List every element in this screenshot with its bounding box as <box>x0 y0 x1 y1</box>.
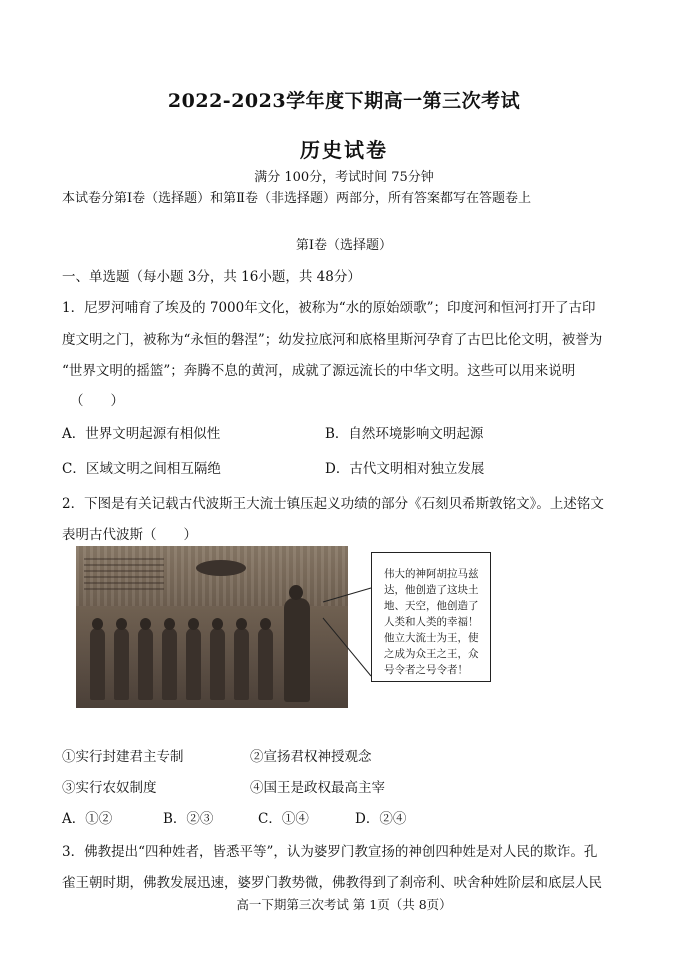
q2-choice-d: D．②④ <box>355 811 407 827</box>
q2-statement-1: ①实行封建君主专制 <box>62 749 184 765</box>
q2-choice-b: B．②③ <box>163 811 214 827</box>
q2-line-2: 表明古代波斯（ ） <box>62 527 197 543</box>
part-title: 第Ⅰ卷（选择题） <box>295 238 393 253</box>
q2-statement-4: ④国王是政权最高主宰 <box>250 780 385 796</box>
inscription-callout-text: 伟大的神阿胡拉马兹达，他创造了这块土地、天空，他创造了人类和人类的幸福！他立大流士为王，使之成为众王之王，众号令者之号令者！ <box>384 568 479 676</box>
q2-line-1: 2．下图是有关记载古代波斯王大流士镇压起义功绩的部分《石刻贝希斯敦铭文》。上述铭文 <box>62 496 604 512</box>
q1-option-b: B．自然环境影响文明起源 <box>325 426 484 442</box>
q3-line-1: 3．佛教提出“四种姓者，皆悉平等”，认为婆罗门教宣扬的神创四种姓是对人民的欺诈。孔 <box>62 844 598 860</box>
q1-option-d: D．古代文明相对独立发展 <box>325 461 485 477</box>
exam-title: 2022-2023学年度下期高一第三次考试 <box>167 90 521 112</box>
q2-choice-a: A．①② <box>62 811 113 827</box>
q1-option-a: A．世界文明起源有相似性 <box>62 426 221 442</box>
exam-instructions: 本试卷分第Ⅰ卷（选择题）和第Ⅱ卷（非选择题）两部分，所有答案都写在答题卷上 <box>62 191 531 206</box>
q2-choice-c: C．①④ <box>258 811 309 827</box>
q2-statement-2: ②宣扬君权神授观念 <box>250 749 372 765</box>
q2-statement-3: ③实行农奴制度 <box>62 780 157 796</box>
subject-title: 历史试卷 <box>300 138 388 162</box>
exam-meta: 满分 100分，考试时间 75分钟 <box>254 170 434 185</box>
q1-line-2: 度文明之门，被称为“永恒的磐涅”；幼发拉底河和底格里斯河孕育了古巴比伦文明，被誉为 <box>62 332 603 348</box>
page-footer: 高一下期第三次考试 第 1页（共 8页） <box>236 897 452 912</box>
q1-line-3: “世界文明的摇篮”；奔腾不息的黄河，成就了源远流长的中华文明。这些可以用来说明 <box>62 363 576 379</box>
q3-line-2: 雀王朝时期，佛教发展迅速，婆罗门教势微，佛教得到了刹帝利、吠舍种姓阶层和底层人民 <box>62 875 602 891</box>
q1-line-1: 1．尼罗河哺育了埃及的 7000年文化，被称为“水的原始颂歌”；印度河和恒河打开了古印 <box>62 300 596 316</box>
q1-option-c: C．区域文明之间相互隔绝 <box>62 461 221 477</box>
section-heading: 一、单选题（每小题 3分，共 16小题，共 48分） <box>62 269 361 285</box>
q1-line-4: （ ） <box>70 393 124 409</box>
